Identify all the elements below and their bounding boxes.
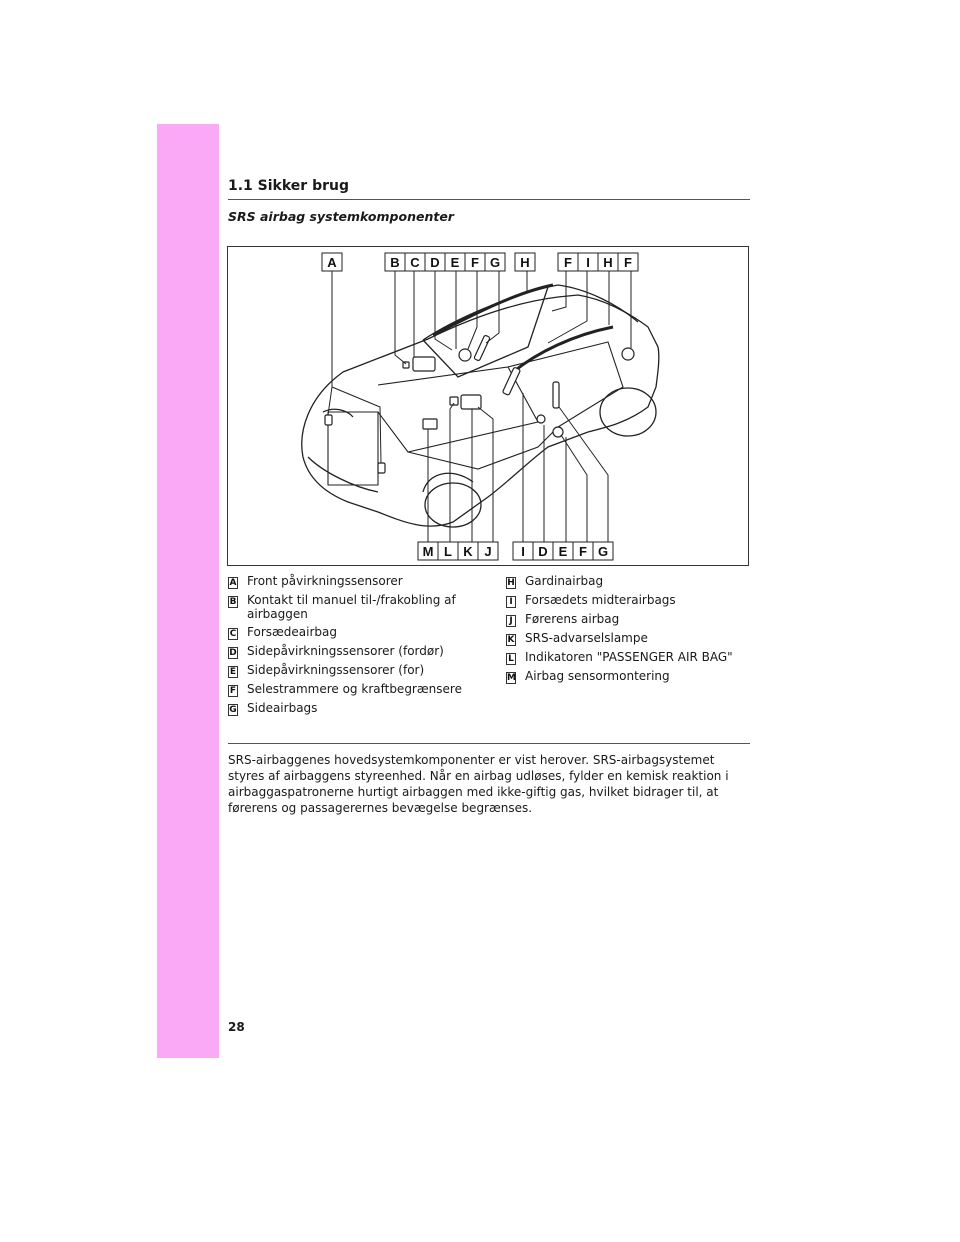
section-title: 1.1 Sikker brug <box>228 178 349 194</box>
legend-text: Førerens airbag <box>525 612 620 626</box>
legend-item <box>506 632 750 646</box>
legend-item <box>506 575 750 589</box>
legend-item <box>506 651 750 665</box>
legend-text: Selestrammere og kraftbegrænsere <box>247 682 462 696</box>
legend-key: H <box>507 578 515 588</box>
legend-item <box>228 664 490 678</box>
label-top-d: D <box>430 255 440 270</box>
label-top-h2: H <box>603 255 613 270</box>
legend-key: J <box>506 615 516 627</box>
seatbelt-pretensioner-rear <box>622 348 634 360</box>
label-bottom-i: I <box>521 544 525 559</box>
section-divider <box>228 199 750 200</box>
label-bottom-k: K <box>463 544 473 559</box>
leader-j <box>478 407 493 542</box>
legend-key: G <box>229 705 237 715</box>
label-bottom-j: J <box>484 544 492 559</box>
label-top-b: B <box>390 255 400 270</box>
label-top-c: C <box>410 255 420 270</box>
side-airbag-front <box>474 335 490 361</box>
legend-key: D <box>229 648 237 658</box>
label-bottom-e: E <box>558 544 568 559</box>
legend-text: Front påvirkningssensorer <box>247 574 403 588</box>
legend-key: F <box>229 686 237 696</box>
curtain-airbag-tube-right <box>513 327 613 372</box>
legend-text: SRS-advarselslampe <box>525 631 648 645</box>
legend-text: Sideairbags <box>247 701 318 715</box>
side-airbag-rear <box>553 382 559 408</box>
label-top-f3: F <box>624 255 632 270</box>
legend-item <box>506 594 750 608</box>
front-wheel <box>425 483 481 527</box>
label-top-f1: F <box>471 255 479 270</box>
label-bottom-f: F <box>579 544 587 559</box>
legend-item <box>506 670 750 684</box>
front-sensor-left <box>325 415 332 425</box>
seatbelt-pretensioner-front <box>459 349 471 361</box>
legend-key: C <box>229 629 237 639</box>
label-top-i: I <box>586 255 590 270</box>
legend-key: K <box>507 635 515 645</box>
legend-right-column <box>506 575 750 689</box>
label-top-g: G <box>489 255 501 270</box>
label-top-e: E <box>450 255 460 270</box>
label-top-h1: H <box>520 255 530 270</box>
leader-f4 <box>561 435 587 542</box>
leader-d <box>435 271 452 350</box>
body-divider <box>228 743 750 744</box>
legend-text: Indikatoren "PASSENGER AIR BAG" <box>525 650 733 664</box>
legend-item <box>228 594 490 621</box>
harness-floor <box>408 427 558 469</box>
airbag-sensor-assembly <box>423 419 437 429</box>
leader-f1 <box>468 271 477 349</box>
side-impact-sensor-door <box>537 415 545 423</box>
legend-key: B <box>229 597 237 607</box>
label-top-f2: F <box>564 255 572 270</box>
leader-i1 <box>548 271 587 343</box>
car-roof-line <box>423 285 638 340</box>
legend-text: Forsædeairbag <box>247 625 337 639</box>
legend-text: Forsædets midterairbags <box>525 593 676 607</box>
harness-rear <box>508 342 623 427</box>
legend-text: Airbag sensormontering <box>525 669 670 683</box>
legend-text: Kontakt til manuel til-/frakobling af airbaggen <box>247 593 456 621</box>
section-side-tab <box>157 124 219 1058</box>
legend-item <box>228 702 490 716</box>
label-bottom-d: D <box>538 544 548 559</box>
legend-item <box>228 626 490 640</box>
label-top-a: A <box>327 255 337 270</box>
body-paragraph: SRS-airbaggenes hovedsystemkomponenter er vist herover. SRS-airbagsystemet styres af airbaggens styreenhed. Når en airbag udløses, fylder en kemisk reaktion i airbaggaspatronerne hurtigt airbaggen med ikke-giftig gas, hvilket bidrager til, at førerens og passagerernes bevægelse begrænses. <box>228 753 729 815</box>
front-sensor-right <box>378 463 385 473</box>
legend-item <box>228 575 490 589</box>
rear-wheel <box>600 388 656 436</box>
legend-key: M <box>507 673 516 683</box>
label-bottom-l: L <box>444 544 452 559</box>
front-passenger-airbag <box>413 357 435 371</box>
harness-loop-left <box>328 412 378 485</box>
label-bottom-g: G <box>597 544 609 559</box>
legend-key: L <box>506 653 516 665</box>
legend-text: Sidepåvirkningssensorer (fordør) <box>247 644 444 658</box>
leader-f2 <box>552 271 566 311</box>
legend-text: Sidepåvirkningssensorer (for) <box>247 663 425 677</box>
legend-item <box>228 683 490 697</box>
front-center-airbag <box>502 367 520 395</box>
legend-key: I <box>506 596 516 608</box>
car-airbag-diagram <box>228 247 750 567</box>
legend-item <box>506 613 750 627</box>
page-number: 28 <box>228 1020 245 1034</box>
sub-heading: SRS airbag systemkomponenter <box>228 209 454 224</box>
legend-key: E <box>229 667 237 677</box>
front-grille <box>308 457 378 492</box>
front-wheel-arch <box>423 473 473 492</box>
label-bottom-m: M <box>422 544 434 559</box>
legend-left-column <box>228 575 490 721</box>
airbag-components-figure <box>227 246 749 566</box>
driver-airbag <box>461 395 481 409</box>
legend-text: Gardinairbag <box>525 574 604 588</box>
legend-item <box>228 645 490 659</box>
legend-key: A <box>229 578 237 588</box>
